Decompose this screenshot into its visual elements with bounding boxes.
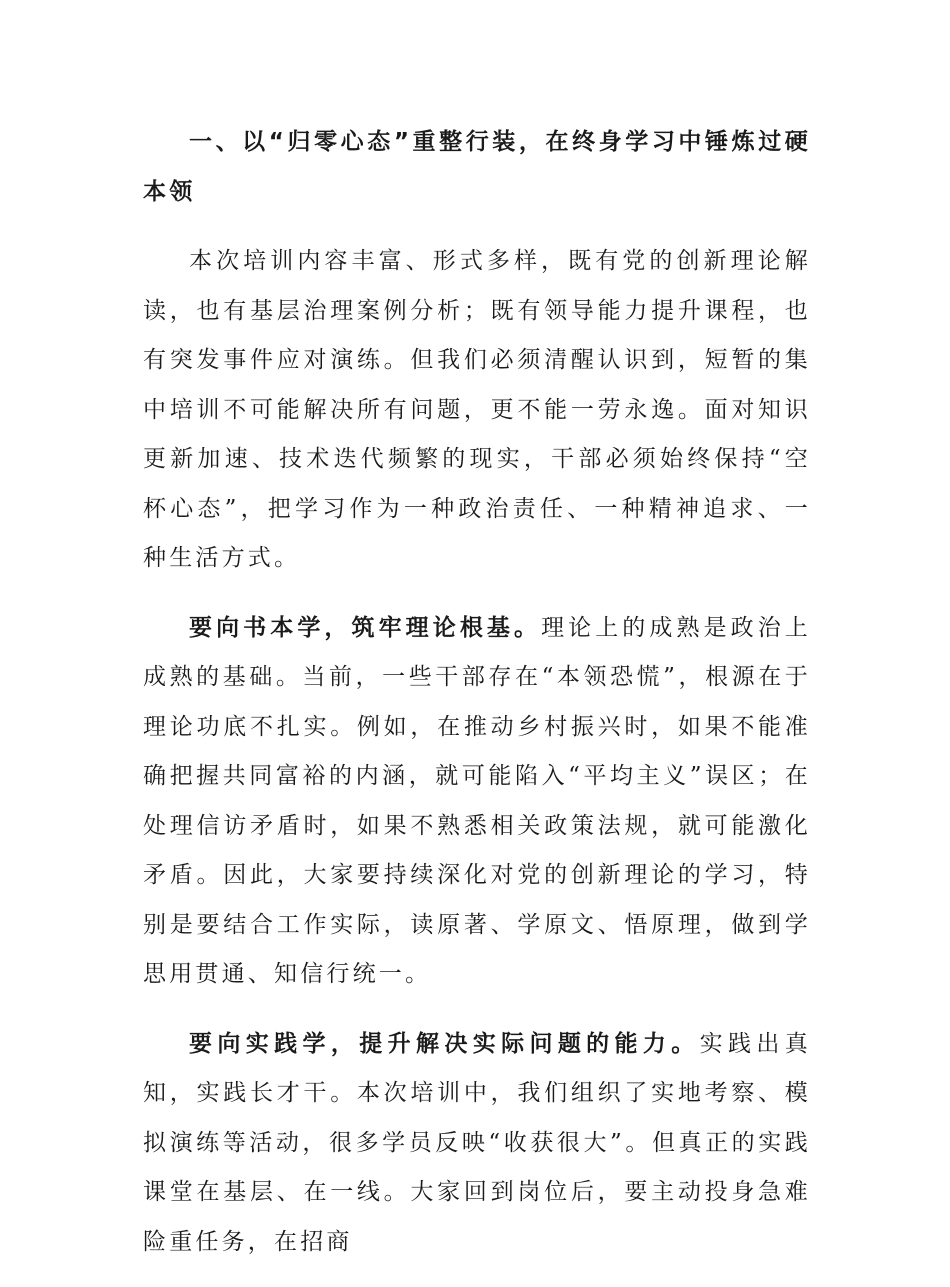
paragraph-2-text: 理论上的成熟是政治上成熟的基础。当前，一些干部存在“本领恐慌”，根源在于理论功底不扎实。例如，在推动乡村振兴时，如果不能准确把握共同富裕的内涵，就可能陷入“平均主义”误区；在处理信访矛盾时，如果不熟悉相关政策法规，就可能激化矛盾。因此，大家要持续深化对党的创新理论的学习，特别是要结合工作实际，读原著、学原文、悟原理，做到学思用贯通、知信行统一。 bbox=[143, 614, 811, 987]
paragraph-2-lead: 要向书本学，筑牢理论根基。 bbox=[189, 614, 542, 641]
section-heading: 一、以“归零心态”重整行装，在终身学习中锤炼过硬本领 bbox=[143, 129, 811, 205]
paragraph-3-text: 实践出真知，实践长才干。本次培训中，我们组织了实地考察、模拟演练等活动，很多学员反映“收获很大”。但真正的实践课堂在基层、在一线。大家回到岗位后，要主动投身急难险重任务，在招商 bbox=[143, 1030, 811, 1255]
paragraph-2 bbox=[143, 604, 811, 1000]
paragraph-1 bbox=[143, 237, 811, 584]
paragraph-1-text: 本次培训内容丰富、形式多样，既有党的创新理论解读，也有基层治理案例分析；既有领导能力提升课程，也有突发事件应对演练。但我们必须清醒认识到，短暂的集中培训不可能解决所有问题，更不能一劳永逸。面对知识更新加速、技术迭代频繁的现实，干部必须始终保持“空杯心态”，把学习作为一种政治责任、一种精神追求、一种生活方式。 bbox=[143, 248, 811, 571]
document-body bbox=[143, 118, 811, 1287]
paragraph-3-lead: 要向实践学，提升解决实际问题的能力。 bbox=[189, 1030, 700, 1057]
